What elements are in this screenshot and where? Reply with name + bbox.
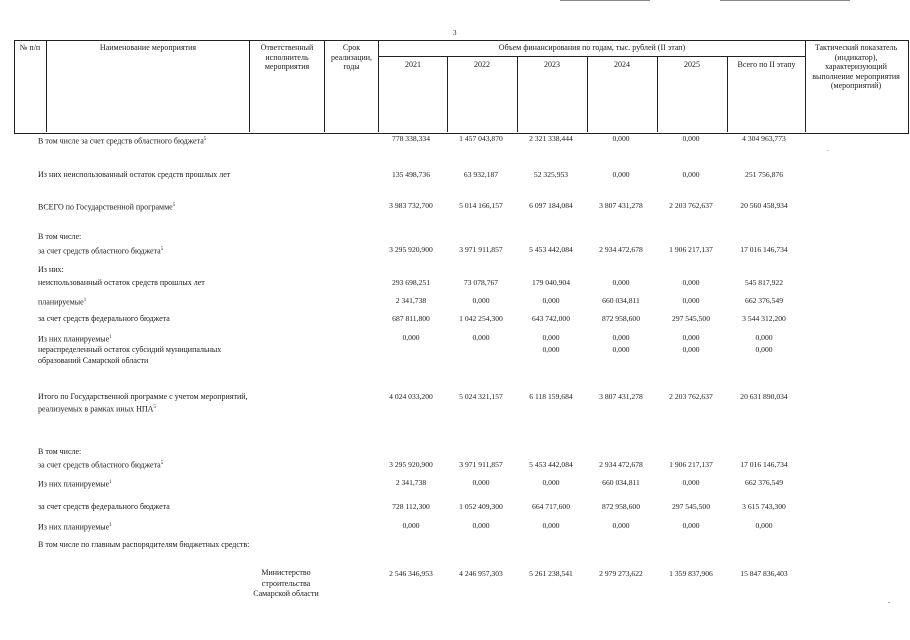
table-cell: 2 979 273,622: [599, 569, 643, 578]
table-cell: 0,000: [682, 333, 700, 342]
row-label-text: за счет средств областного бюджета: [38, 246, 161, 256]
footnote-mark: 5: [172, 203, 176, 208]
table-cell: 0,000: [755, 345, 773, 354]
table-cell: 0,000: [682, 170, 700, 179]
table-cell: 660 034,811: [602, 478, 640, 487]
table-cell: 0,000: [612, 345, 630, 354]
table-cell: 3 807 431,278: [599, 392, 643, 401]
header-year-2021: 2021: [405, 60, 421, 69]
footnote-mark: 1: [109, 480, 112, 485]
table-cell: 662 376,549: [745, 296, 783, 305]
table-cell: 664 717,600: [532, 502, 570, 511]
header-num: № п/п: [19, 43, 41, 52]
table-row: [0, 569, 910, 580]
table-cell: 297 545,500: [672, 314, 710, 323]
col-divider: [727, 56, 728, 132]
table-cell: 5 261 238,541: [529, 569, 573, 578]
table-row: [0, 460, 910, 471]
footnote-mark: 5: [153, 404, 156, 410]
table-cell: 872 958,600: [602, 502, 640, 511]
col-divider: [587, 56, 588, 132]
col-divider: [657, 56, 658, 132]
table-cell: 251 756,876: [745, 170, 783, 179]
table-cell: 3 295 920,900: [389, 245, 433, 254]
row-label-text: В том числе по главным распорядителям бюджетных средств:: [38, 540, 250, 549]
row-label: [38, 232, 258, 243]
row-label: [38, 265, 258, 276]
top-rule-right: [720, 0, 850, 1]
row-label-text: В том числе:: [38, 447, 82, 456]
table-cell: 5 024 321,157: [459, 392, 503, 401]
header-executor: Ответственный исполнитель мероприятия: [260, 43, 314, 71]
table-cell: 0,000: [472, 333, 490, 342]
table-row: [0, 345, 910, 356]
table-cell: 1 359 837,906: [669, 569, 713, 578]
table-row: [0, 333, 910, 344]
header-term: Срок реализации, годы: [330, 43, 373, 71]
table-cell: 3 615 743,300: [742, 502, 786, 511]
table-cell: 0,000: [542, 345, 560, 354]
table-cell: 1 052 409,300: [459, 502, 503, 511]
table-cell: 3 983 732,700: [389, 201, 433, 210]
table-cell: 662 376,549: [745, 478, 783, 487]
scan-mark: -: [888, 598, 891, 606]
table-cell: 0,000: [472, 478, 490, 487]
col-divider: [805, 40, 806, 132]
row-label-text: за счет средств федерального бюджета: [38, 502, 170, 511]
col-divider: [46, 40, 47, 132]
table-cell: 545 817,922: [745, 278, 783, 287]
header-year-2023: 2023: [544, 60, 560, 69]
table-cell: 687 811,800: [392, 314, 430, 323]
table-cell: 728 112,300: [392, 502, 430, 511]
table-cell: 0,000: [612, 278, 630, 287]
table-cell: 3 295 920,900: [389, 460, 433, 469]
table-cell: 0,000: [682, 478, 700, 487]
table-cell: 15 847 836,403: [740, 569, 788, 578]
table-cell: 0,000: [542, 333, 560, 342]
header-name: Наименование мероприятия: [99, 43, 197, 52]
table-cell: 6 097 184,084: [529, 201, 573, 210]
scan-mark: .: [827, 145, 829, 153]
header-funding: Объем финансирования по годам, тыс. рублей (II этап): [498, 43, 686, 52]
table-cell: 20 560 458,934: [740, 201, 788, 210]
table-cell: 297 545,500: [672, 502, 710, 511]
table-cell: 2 934 472,678: [599, 245, 643, 254]
table-row: [0, 521, 910, 532]
row-label-text: Итого по Государственной программе с учетом мероприятий, реализуемых в рамках иных НПА: [38, 392, 248, 414]
table-cell: 135 498,736: [392, 170, 430, 179]
table-cell: 17 016 146,734: [740, 460, 788, 469]
table-cell: 2 321 338,444: [529, 134, 573, 143]
table-cell: 293 698,251: [392, 278, 430, 287]
table-row: [0, 478, 910, 489]
table-cell: 3 971 911,857: [459, 460, 503, 469]
table-cell: 5 014 166,157: [459, 201, 503, 210]
table-row: [0, 392, 910, 403]
table-cell: 872 958,600: [602, 314, 640, 323]
header-total: Всего по II этапу: [737, 60, 796, 69]
row-label-text: В том числе за счет средств областного бюджета: [38, 136, 204, 146]
table-cell: 0,000: [682, 296, 700, 305]
table-cell: 0,000: [682, 278, 700, 287]
table-cell: 0,000: [542, 521, 560, 530]
table-cell: 4 024 033,200: [389, 392, 433, 401]
row-label-text: Из них планируемые: [38, 522, 110, 532]
table-cell: 6 118 159,684: [529, 392, 573, 401]
table-cell: 0,000: [755, 521, 773, 530]
col-divider: [324, 40, 325, 132]
table-cell: 2 341,738: [395, 296, 427, 305]
table-row: [0, 201, 910, 212]
table-cell: 0,000: [612, 333, 630, 342]
table-cell: 5 453 442,084: [529, 245, 573, 254]
header-year-2024: 2024: [614, 60, 630, 69]
table-cell: 0,000: [402, 521, 420, 530]
table-cell: 2 934 472,678: [599, 460, 643, 469]
table-cell: 2 203 762,637: [669, 392, 713, 401]
header-year-2022: 2022: [474, 60, 490, 69]
table-row: [0, 170, 910, 181]
row-label-text: ВСЕГО по Государственной программе: [38, 202, 173, 212]
table-cell: 0,000: [402, 333, 420, 342]
footnote-mark: 5: [203, 137, 207, 142]
col-divider: [249, 40, 250, 132]
table-cell: 0,000: [612, 170, 630, 179]
footnote-mark: 1: [109, 523, 112, 528]
footnote-mark: 5: [160, 461, 164, 466]
table-cell: 0,000: [682, 134, 700, 143]
col-divider: [517, 56, 518, 132]
row-label-text: Из них:: [38, 265, 64, 274]
page-number: 3: [453, 29, 457, 37]
table-cell: 660 034,811: [602, 296, 640, 305]
table-row: [0, 278, 910, 289]
table-cell: 0,000: [682, 345, 700, 354]
table-cell: 2 341,738: [395, 478, 427, 487]
table-cell: 0,000: [472, 296, 490, 305]
table-row: [0, 314, 910, 325]
row-label-text: В том числе:: [38, 232, 82, 241]
table-cell: 4 246 957,303: [459, 569, 503, 578]
table-cell: 0,000: [682, 521, 700, 530]
table-cell: 5 453 442,084: [529, 460, 573, 469]
table-cell: 20 631 890,034: [740, 392, 788, 401]
table-cell: 52 325,953: [533, 170, 569, 179]
table-cell: 3 971 911,857: [459, 245, 503, 254]
table-cell: 63 932,187: [463, 170, 499, 179]
col-divider: [378, 40, 379, 132]
row-label: [38, 447, 258, 458]
row-label-text: неиспользованный остаток средств прошлых лет: [38, 278, 205, 287]
table-cell: 2 546 346,953: [389, 569, 433, 578]
header-year-2025: 2025: [684, 60, 700, 69]
row-label-text: Из них неиспользованный остаток средств прошлых лет: [38, 170, 231, 179]
row-label-text: нераспределенный остаток субсидий муниципальных образований Самарской области: [38, 345, 222, 365]
header-indicator: Тактический показатель (индикатор), характеризующий выполнение мероприятия (мероприятий): [812, 43, 900, 90]
funding-divider: [378, 56, 805, 57]
row-label-text: Из них планируемые: [38, 334, 110, 344]
row-label-text: за счет средств областного бюджета: [38, 460, 161, 470]
row-label-text: за счет средств федерального бюджета: [38, 314, 170, 323]
table-cell: 1 906 217,137: [669, 460, 713, 469]
table-cell: 1 906 217,137: [669, 245, 713, 254]
table-row: [0, 502, 910, 513]
table-row: [0, 134, 910, 145]
table-cell: 1 457 043,870: [459, 134, 503, 143]
footnote-mark: 5: [160, 247, 164, 252]
table-cell: 17 016 146,734: [740, 245, 788, 254]
table-cell: 0,000: [472, 521, 490, 530]
col-divider: [447, 56, 448, 132]
table-row: [0, 296, 910, 307]
table-cell: 0,000: [542, 478, 560, 487]
table-cell: 3 544 312,200: [742, 314, 786, 323]
table-cell: 778 338,334: [392, 134, 430, 143]
table-cell: 0,000: [612, 134, 630, 143]
row-label-text: планируемые: [38, 297, 84, 307]
footnote-mark: 1: [109, 335, 112, 340]
footnote-mark: 1: [83, 298, 87, 303]
table-cell: 0,000: [612, 521, 630, 530]
top-rule-left: [560, 0, 650, 1]
executor-name: Министерство строительства Самарской области: [253, 568, 319, 598]
table-cell: 643 742,000: [532, 314, 570, 323]
table-header-frame: [14, 40, 909, 134]
table-cell: 73 078,767: [463, 278, 499, 287]
row-label-text: Из них планируемые: [38, 479, 110, 489]
table-cell: 179 040,904: [532, 278, 570, 287]
row-label: [38, 540, 258, 551]
table-cell: 2 203 762,637: [669, 201, 713, 210]
table-cell: 0,000: [755, 333, 773, 342]
table-row: [0, 245, 910, 256]
table-cell: 3 807 431,278: [599, 201, 643, 210]
table-cell: 0,000: [542, 296, 560, 305]
table-cell: 4 304 963,773: [742, 134, 786, 143]
table-cell: 1 042 254,300: [459, 314, 503, 323]
